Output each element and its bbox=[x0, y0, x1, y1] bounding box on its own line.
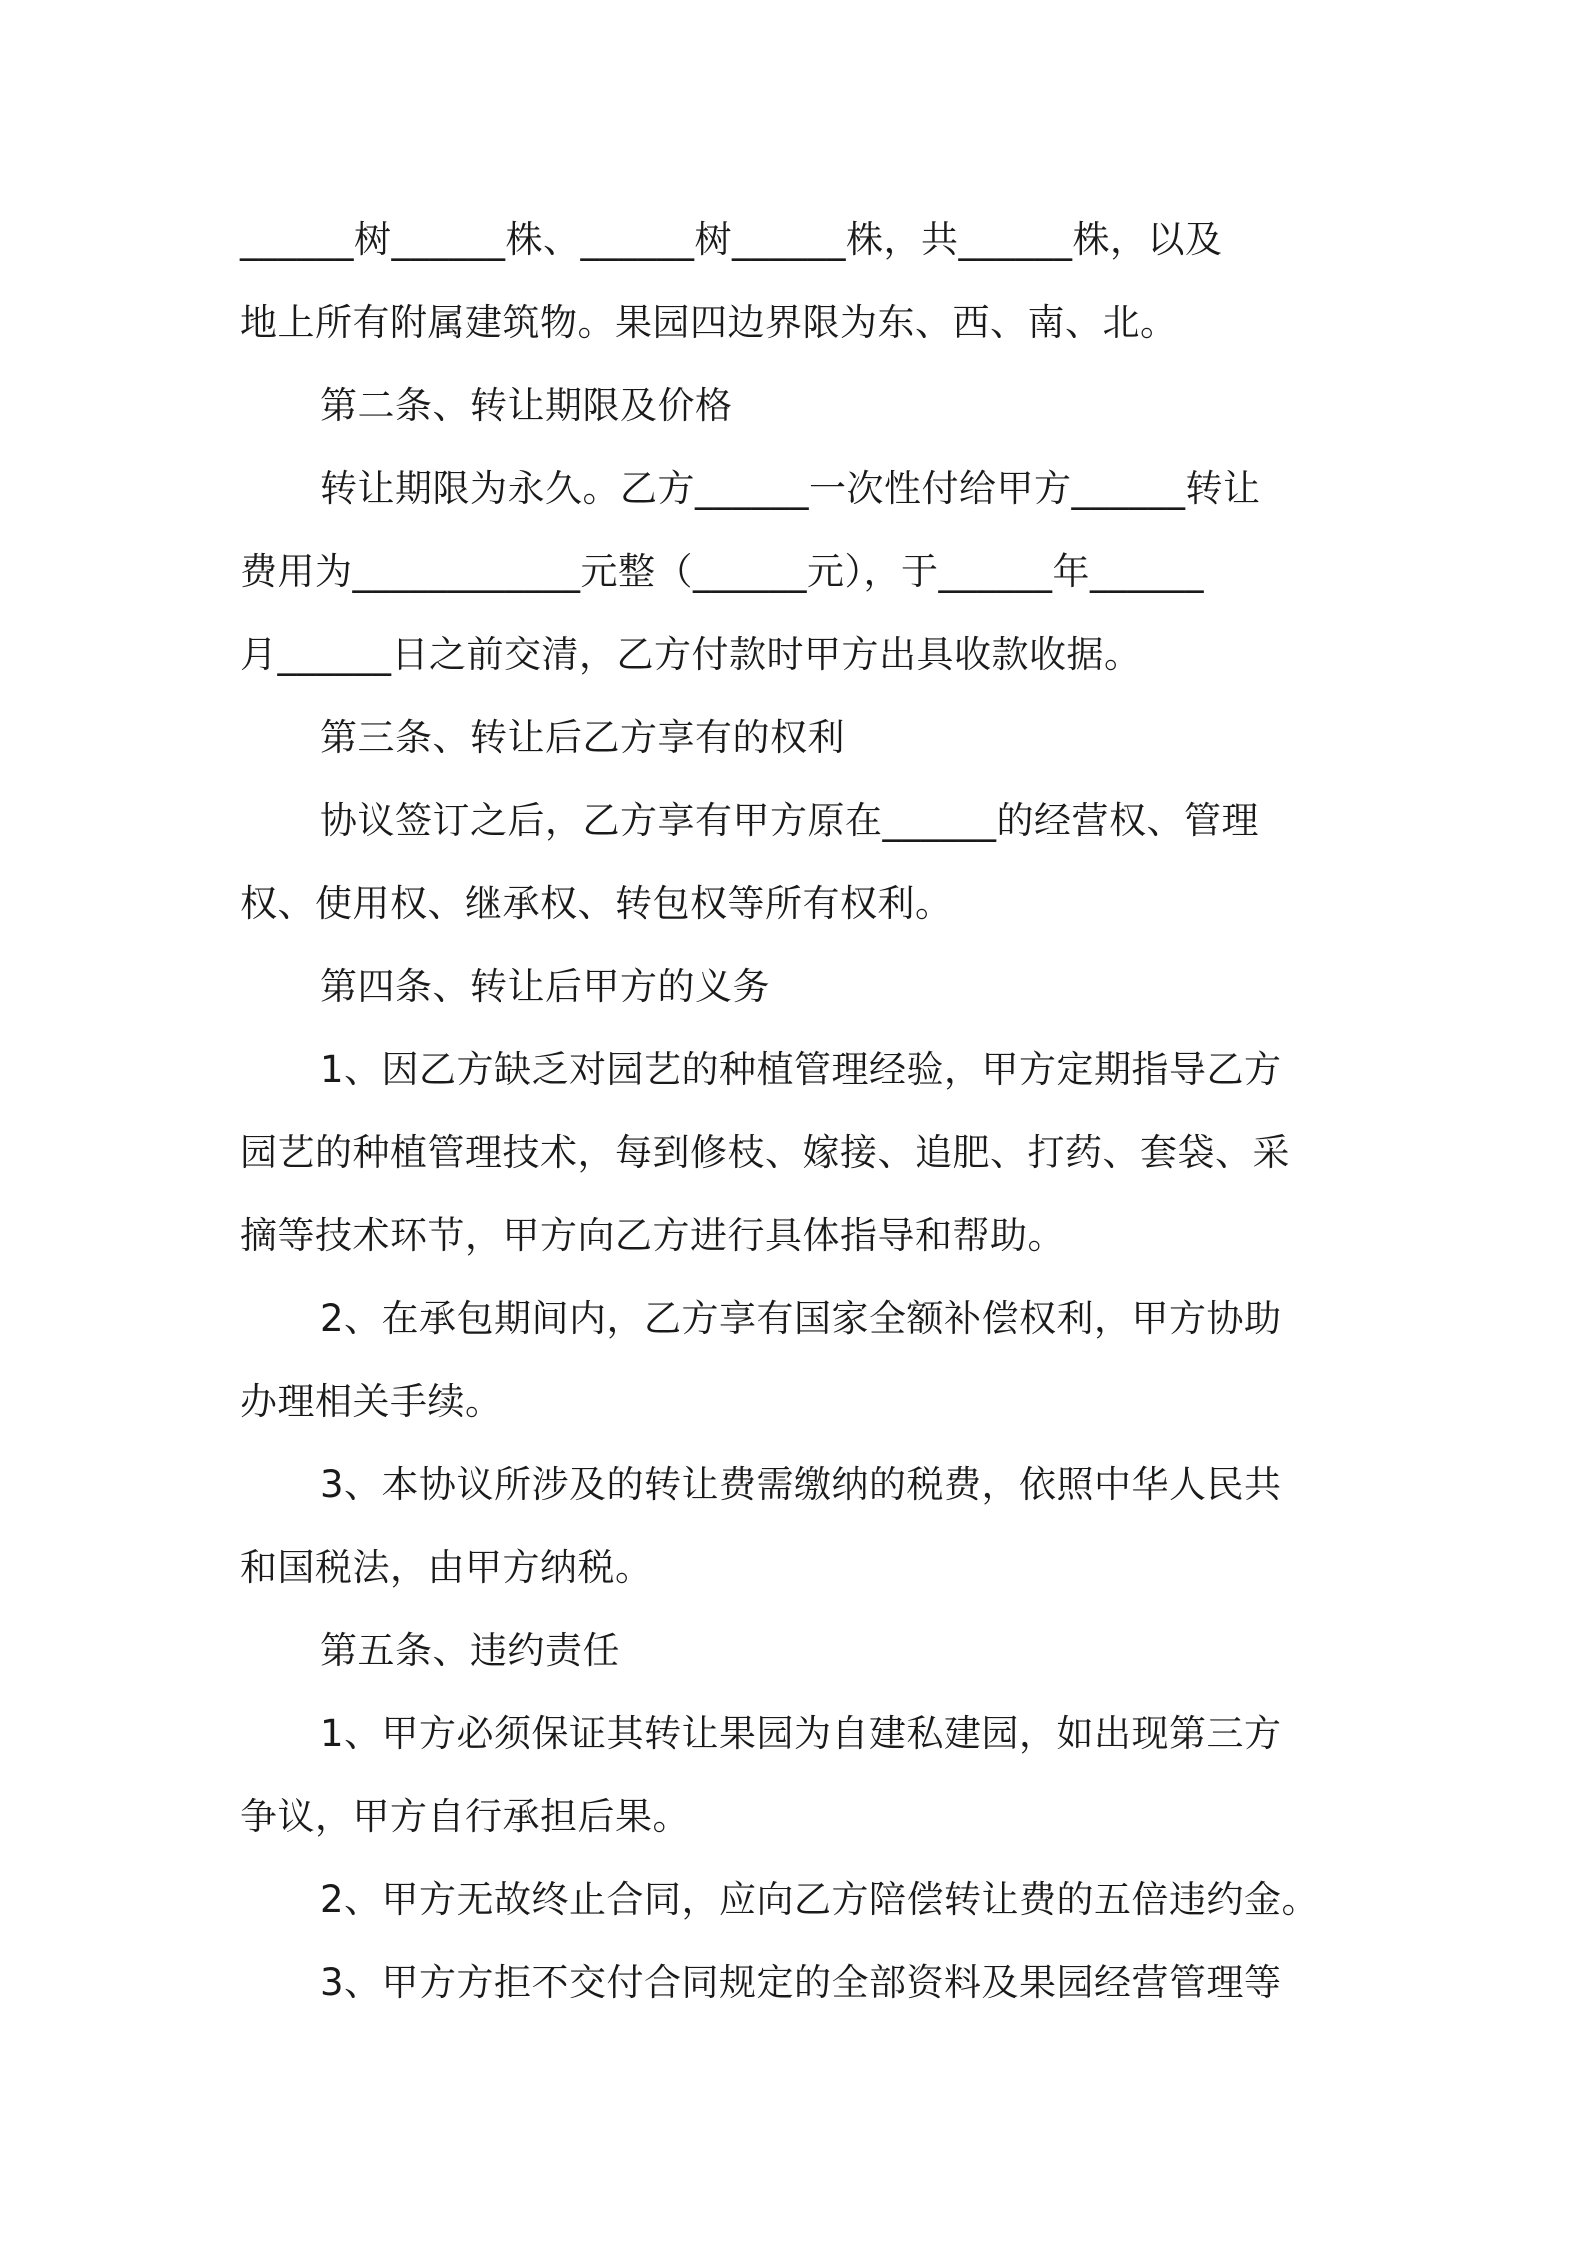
text-line: ______树______株、______树______株，共______株，以及 bbox=[240, 218, 1223, 261]
document-body bbox=[240, 198, 1350, 2024]
text-line: 权、使用权、继承权、转包权等所有权利。 bbox=[240, 882, 953, 925]
text-line: 月______日之前交清，乙方付款时甲方出具收款收据。 bbox=[240, 633, 1142, 676]
text-line: 第三条、转让后乙方享有的权利 bbox=[320, 716, 845, 759]
text-line: 和国税法，由甲方纳税。 bbox=[240, 1546, 653, 1589]
text-line: 第四条、转让后甲方的义务 bbox=[320, 965, 770, 1008]
text-line: 转让期限为永久。乙方______一次性付给甲方______转让 bbox=[320, 467, 1261, 510]
text-line: 第二条、转让期限及价格 bbox=[320, 384, 733, 427]
text-line: 2、甲方无故终止合同，应向乙方陪偿转让费的五倍违约金。 bbox=[320, 1878, 1320, 1921]
text-line: 3、甲方方拒不交付合同规定的全部资料及果园经营管理等 bbox=[320, 1961, 1282, 2004]
text-line: 3、本协议所涉及的转让费需缴纳的税费，依照中华人民共 bbox=[320, 1463, 1282, 1506]
text-line: 争议，甲方自行承担后果。 bbox=[240, 1795, 690, 1838]
text-line: 协议签订之后，乙方享有甲方原在______的经营权、管理 bbox=[320, 799, 1259, 842]
text-line: 1、因乙方缺乏对园艺的种植管理经验，甲方定期指导乙方 bbox=[320, 1048, 1282, 1091]
text-line: 园艺的种植管理技术，每到修枝、嫁接、追肥、打药、套袋、采 bbox=[240, 1131, 1290, 1174]
text-line: 2、在承包期间内，乙方享有国家全额补偿权利，甲方协助 bbox=[320, 1297, 1282, 1340]
text-line: 地上所有附属建筑物。果园四边界限为东、西、南、北。 bbox=[240, 301, 1178, 344]
text-line: 1、甲方必须保证其转让果园为自建私建园，如出现第三方 bbox=[320, 1712, 1282, 1755]
text-line: 费用为____________元整（______元），于______年______ bbox=[240, 550, 1204, 593]
text-line: 办理相关手续。 bbox=[240, 1380, 503, 1423]
text-line: 摘等技术环节，甲方向乙方进行具体指导和帮助。 bbox=[240, 1214, 1065, 1257]
text-line: 第五条、违约责任 bbox=[320, 1629, 620, 1672]
